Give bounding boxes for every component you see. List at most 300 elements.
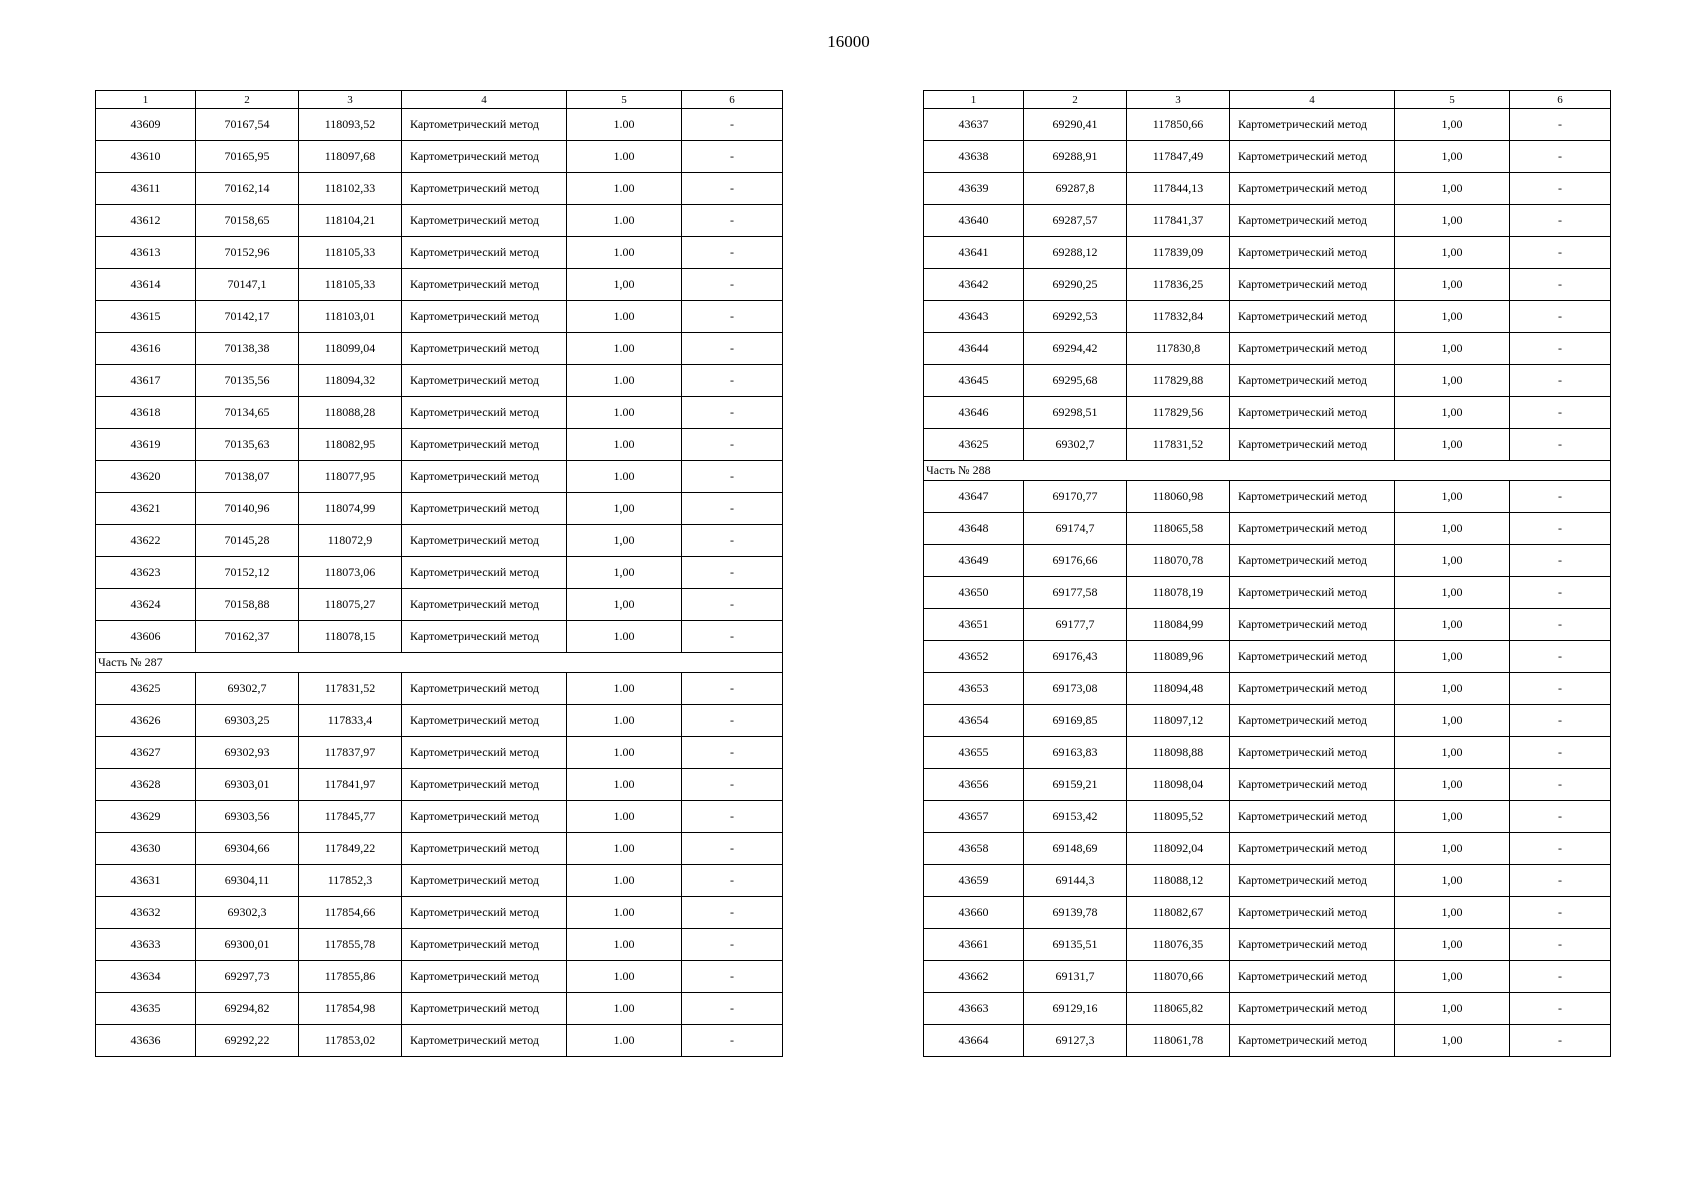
method-cell: Картометрический метод bbox=[402, 365, 567, 397]
accuracy-cell: 1.00 bbox=[567, 397, 682, 429]
accuracy-cell: 1.00 bbox=[567, 769, 682, 801]
y-coordinate-cell: 118098,88 bbox=[1127, 737, 1230, 769]
table-row bbox=[96, 365, 783, 397]
table-row bbox=[96, 929, 783, 961]
accuracy-cell: 1,00 bbox=[1395, 801, 1510, 833]
method-cell: Картометрический метод bbox=[1230, 237, 1395, 269]
point-number-cell: 43659 bbox=[924, 865, 1024, 897]
accuracy-cell: 1,00 bbox=[1395, 929, 1510, 961]
point-number-cell: 43614 bbox=[96, 269, 196, 301]
section-label: Часть № 288 bbox=[924, 461, 1611, 481]
column-header: 1 bbox=[96, 91, 196, 109]
note-cell: - bbox=[682, 173, 783, 205]
table-row bbox=[96, 141, 783, 173]
x-coordinate-cell: 70158,65 bbox=[196, 205, 299, 237]
note-cell: - bbox=[1510, 865, 1611, 897]
point-number-cell: 43646 bbox=[924, 397, 1024, 429]
x-coordinate-cell: 69298,51 bbox=[1024, 397, 1127, 429]
table-row bbox=[924, 173, 1611, 205]
note-cell: - bbox=[1510, 513, 1611, 545]
y-coordinate-cell: 118082,67 bbox=[1127, 897, 1230, 929]
note-cell: - bbox=[682, 301, 783, 333]
x-coordinate-cell: 69159,21 bbox=[1024, 769, 1127, 801]
y-coordinate-cell: 117854,98 bbox=[299, 993, 402, 1025]
column-header: 1 bbox=[924, 91, 1024, 109]
y-coordinate-cell: 118099,04 bbox=[299, 333, 402, 365]
note-cell: - bbox=[1510, 109, 1611, 141]
accuracy-cell: 1,00 bbox=[1395, 429, 1510, 461]
method-cell: Картометрический метод bbox=[1230, 481, 1395, 513]
table-row bbox=[924, 109, 1611, 141]
note-cell: - bbox=[682, 705, 783, 737]
note-cell: - bbox=[1510, 673, 1611, 705]
note-cell: - bbox=[1510, 609, 1611, 641]
table-row bbox=[96, 833, 783, 865]
x-coordinate-cell: 69302,3 bbox=[196, 897, 299, 929]
accuracy-cell: 1.00 bbox=[567, 365, 682, 397]
x-coordinate-cell: 69295,68 bbox=[1024, 365, 1127, 397]
accuracy-cell: 1,00 bbox=[567, 525, 682, 557]
point-number-cell: 43638 bbox=[924, 141, 1024, 173]
note-cell: - bbox=[682, 833, 783, 865]
column-header: 6 bbox=[1510, 91, 1611, 109]
table-row bbox=[924, 609, 1611, 641]
point-number-cell: 43629 bbox=[96, 801, 196, 833]
point-number-cell: 43663 bbox=[924, 993, 1024, 1025]
point-number-cell: 43641 bbox=[924, 237, 1024, 269]
method-cell: Картометрический метод bbox=[402, 493, 567, 525]
point-number-cell: 43655 bbox=[924, 737, 1024, 769]
accuracy-cell: 1.00 bbox=[567, 737, 682, 769]
note-cell: - bbox=[682, 865, 783, 897]
note-cell: - bbox=[1510, 897, 1611, 929]
point-number-cell: 43635 bbox=[96, 993, 196, 1025]
column-header: 5 bbox=[567, 91, 682, 109]
accuracy-cell: 1,00 bbox=[1395, 833, 1510, 865]
table-row bbox=[96, 673, 783, 705]
x-coordinate-cell: 69139,78 bbox=[1024, 897, 1127, 929]
point-number-cell: 43619 bbox=[96, 429, 196, 461]
x-coordinate-cell: 70135,63 bbox=[196, 429, 299, 461]
accuracy-cell: 1,00 bbox=[1395, 1025, 1510, 1057]
y-coordinate-cell: 117855,86 bbox=[299, 961, 402, 993]
table-row bbox=[96, 429, 783, 461]
y-coordinate-cell: 118094,48 bbox=[1127, 673, 1230, 705]
x-coordinate-cell: 69290,25 bbox=[1024, 269, 1127, 301]
accuracy-cell: 1,00 bbox=[1395, 577, 1510, 609]
accuracy-cell: 1,00 bbox=[1395, 237, 1510, 269]
note-cell: - bbox=[682, 237, 783, 269]
method-cell: Картометрический метод bbox=[1230, 301, 1395, 333]
method-cell: Картометрический метод bbox=[1230, 577, 1395, 609]
method-cell: Картометрический метод bbox=[1230, 109, 1395, 141]
x-coordinate-cell: 69131,7 bbox=[1024, 961, 1127, 993]
x-coordinate-cell: 69148,69 bbox=[1024, 833, 1127, 865]
point-number-cell: 43636 bbox=[96, 1025, 196, 1057]
y-coordinate-cell: 118093,52 bbox=[299, 109, 402, 141]
note-cell: - bbox=[1510, 641, 1611, 673]
table-row bbox=[924, 737, 1611, 769]
accuracy-cell: 1.00 bbox=[567, 333, 682, 365]
table-row bbox=[96, 525, 783, 557]
point-number-cell: 43631 bbox=[96, 865, 196, 897]
accuracy-cell: 1,00 bbox=[1395, 109, 1510, 141]
header-row bbox=[924, 91, 1611, 109]
note-cell: - bbox=[1510, 481, 1611, 513]
method-cell: Картометрический метод bbox=[1230, 801, 1395, 833]
point-number-cell: 43613 bbox=[96, 237, 196, 269]
method-cell: Картометрический метод bbox=[1230, 961, 1395, 993]
table-row bbox=[924, 929, 1611, 961]
y-coordinate-cell: 118105,33 bbox=[299, 269, 402, 301]
section-label: Часть № 287 bbox=[96, 653, 783, 673]
accuracy-cell: 1,00 bbox=[1395, 961, 1510, 993]
x-coordinate-cell: 69297,73 bbox=[196, 961, 299, 993]
point-number-cell: 43621 bbox=[96, 493, 196, 525]
accuracy-cell: 1,00 bbox=[567, 493, 682, 525]
accuracy-cell: 1.00 bbox=[567, 461, 682, 493]
note-cell: - bbox=[1510, 269, 1611, 301]
point-number-cell: 43650 bbox=[924, 577, 1024, 609]
table-row bbox=[96, 737, 783, 769]
accuracy-cell: 1,00 bbox=[1395, 205, 1510, 237]
point-number-cell: 43639 bbox=[924, 173, 1024, 205]
note-cell: - bbox=[682, 929, 783, 961]
x-coordinate-cell: 69290,41 bbox=[1024, 109, 1127, 141]
x-coordinate-cell: 69302,7 bbox=[196, 673, 299, 705]
point-number-cell: 43612 bbox=[96, 205, 196, 237]
x-coordinate-cell: 69170,77 bbox=[1024, 481, 1127, 513]
accuracy-cell: 1.00 bbox=[567, 865, 682, 897]
accuracy-cell: 1,00 bbox=[1395, 737, 1510, 769]
accuracy-cell: 1.00 bbox=[567, 961, 682, 993]
y-coordinate-cell: 118094,32 bbox=[299, 365, 402, 397]
accuracy-cell: 1,00 bbox=[1395, 673, 1510, 705]
note-cell: - bbox=[1510, 1025, 1611, 1057]
table-row bbox=[924, 961, 1611, 993]
table-row bbox=[924, 481, 1611, 513]
x-coordinate-cell: 69127,3 bbox=[1024, 1025, 1127, 1057]
method-cell: Картометрический метод bbox=[402, 865, 567, 897]
table-row bbox=[924, 301, 1611, 333]
y-coordinate-cell: 117831,52 bbox=[299, 673, 402, 705]
note-cell: - bbox=[682, 205, 783, 237]
method-cell: Картометрический метод bbox=[402, 737, 567, 769]
accuracy-cell: 1.00 bbox=[567, 621, 682, 653]
accuracy-cell: 1.00 bbox=[567, 1025, 682, 1057]
accuracy-cell: 1.00 bbox=[567, 705, 682, 737]
table-row bbox=[924, 397, 1611, 429]
table-row bbox=[924, 1025, 1611, 1057]
y-coordinate-cell: 118097,68 bbox=[299, 141, 402, 173]
table-row bbox=[96, 769, 783, 801]
y-coordinate-cell: 118070,78 bbox=[1127, 545, 1230, 577]
column-header: 4 bbox=[402, 91, 567, 109]
point-number-cell: 43649 bbox=[924, 545, 1024, 577]
method-cell: Картометрический метод bbox=[402, 589, 567, 621]
method-cell: Картометрический метод bbox=[402, 429, 567, 461]
table-row bbox=[96, 1025, 783, 1057]
accuracy-cell: 1.00 bbox=[567, 141, 682, 173]
note-cell: - bbox=[682, 621, 783, 653]
method-cell: Картометрический метод bbox=[402, 673, 567, 705]
point-number-cell: 43658 bbox=[924, 833, 1024, 865]
header-row bbox=[96, 91, 783, 109]
accuracy-cell: 1,00 bbox=[1395, 769, 1510, 801]
accuracy-cell: 1,00 bbox=[1395, 481, 1510, 513]
table-row bbox=[96, 461, 783, 493]
x-coordinate-cell: 69144,3 bbox=[1024, 865, 1127, 897]
accuracy-cell: 1.00 bbox=[567, 109, 682, 141]
table-row bbox=[96, 205, 783, 237]
method-cell: Картометрический метод bbox=[402, 205, 567, 237]
point-number-cell: 43611 bbox=[96, 173, 196, 205]
y-coordinate-cell: 118088,28 bbox=[299, 397, 402, 429]
x-coordinate-cell: 69288,12 bbox=[1024, 237, 1127, 269]
y-coordinate-cell: 118104,21 bbox=[299, 205, 402, 237]
point-number-cell: 43625 bbox=[96, 673, 196, 705]
note-cell: - bbox=[682, 269, 783, 301]
table-row bbox=[924, 269, 1611, 301]
y-coordinate-cell: 117837,97 bbox=[299, 737, 402, 769]
column-header: 6 bbox=[682, 91, 783, 109]
table-row bbox=[924, 865, 1611, 897]
x-coordinate-cell: 69302,7 bbox=[1024, 429, 1127, 461]
note-cell: - bbox=[1510, 173, 1611, 205]
accuracy-cell: 1,00 bbox=[1395, 269, 1510, 301]
table-row bbox=[96, 493, 783, 525]
note-cell: - bbox=[682, 1025, 783, 1057]
column-header: 3 bbox=[1127, 91, 1230, 109]
x-coordinate-cell: 69303,25 bbox=[196, 705, 299, 737]
method-cell: Картометрический метод bbox=[1230, 609, 1395, 641]
table-row bbox=[96, 993, 783, 1025]
note-cell: - bbox=[682, 737, 783, 769]
x-coordinate-cell: 69294,42 bbox=[1024, 333, 1127, 365]
method-cell: Картометрический метод bbox=[1230, 673, 1395, 705]
right-table-body bbox=[924, 91, 1611, 1057]
table-row bbox=[924, 833, 1611, 865]
table-row bbox=[96, 397, 783, 429]
point-number-cell: 43616 bbox=[96, 333, 196, 365]
accuracy-cell: 1.00 bbox=[567, 993, 682, 1025]
accuracy-cell: 1,00 bbox=[1395, 333, 1510, 365]
point-number-cell: 43627 bbox=[96, 737, 196, 769]
x-coordinate-cell: 70152,96 bbox=[196, 237, 299, 269]
note-cell: - bbox=[1510, 141, 1611, 173]
note-cell: - bbox=[1510, 961, 1611, 993]
note-cell: - bbox=[682, 461, 783, 493]
accuracy-cell: 1.00 bbox=[567, 897, 682, 929]
accuracy-cell: 1.00 bbox=[567, 205, 682, 237]
column-header: 4 bbox=[1230, 91, 1395, 109]
table-row bbox=[96, 301, 783, 333]
point-number-cell: 43644 bbox=[924, 333, 1024, 365]
y-coordinate-cell: 118103,01 bbox=[299, 301, 402, 333]
method-cell: Картометрический метод bbox=[402, 525, 567, 557]
y-coordinate-cell: 118075,27 bbox=[299, 589, 402, 621]
note-cell: - bbox=[1510, 993, 1611, 1025]
accuracy-cell: 1.00 bbox=[567, 673, 682, 705]
method-cell: Картометрический метод bbox=[1230, 865, 1395, 897]
point-number-cell: 43610 bbox=[96, 141, 196, 173]
y-coordinate-cell: 117853,02 bbox=[299, 1025, 402, 1057]
table-row bbox=[924, 205, 1611, 237]
page-number: 16000 bbox=[827, 32, 870, 51]
y-coordinate-cell: 117841,97 bbox=[299, 769, 402, 801]
note-cell: - bbox=[1510, 397, 1611, 429]
x-coordinate-cell: 70138,38 bbox=[196, 333, 299, 365]
table-row bbox=[96, 897, 783, 929]
x-coordinate-cell: 70152,12 bbox=[196, 557, 299, 589]
accuracy-cell: 1,00 bbox=[1395, 141, 1510, 173]
accuracy-cell: 1,00 bbox=[567, 269, 682, 301]
y-coordinate-cell: 118097,12 bbox=[1127, 705, 1230, 737]
table-row bbox=[924, 545, 1611, 577]
x-coordinate-cell: 69176,66 bbox=[1024, 545, 1127, 577]
point-number-cell: 43617 bbox=[96, 365, 196, 397]
method-cell: Картометрический метод bbox=[402, 397, 567, 429]
table-row bbox=[96, 557, 783, 589]
y-coordinate-cell: 117833,4 bbox=[299, 705, 402, 737]
accuracy-cell: 1,00 bbox=[1395, 705, 1510, 737]
note-cell: - bbox=[682, 897, 783, 929]
coordinates-table-right bbox=[923, 90, 1611, 1057]
point-number-cell: 43661 bbox=[924, 929, 1024, 961]
column-header: 2 bbox=[1024, 91, 1127, 109]
method-cell: Картометрический метод bbox=[402, 301, 567, 333]
note-cell: - bbox=[682, 801, 783, 833]
accuracy-cell: 1,00 bbox=[1395, 897, 1510, 929]
note-cell: - bbox=[682, 333, 783, 365]
y-coordinate-cell: 118076,35 bbox=[1127, 929, 1230, 961]
method-cell: Картометрический метод bbox=[1230, 929, 1395, 961]
x-coordinate-cell: 70134,65 bbox=[196, 397, 299, 429]
y-coordinate-cell: 117845,77 bbox=[299, 801, 402, 833]
note-cell: - bbox=[1510, 365, 1611, 397]
note-cell: - bbox=[1510, 705, 1611, 737]
y-coordinate-cell: 117855,78 bbox=[299, 929, 402, 961]
x-coordinate-cell: 69300,01 bbox=[196, 929, 299, 961]
method-cell: Картометрический метод bbox=[402, 769, 567, 801]
y-coordinate-cell: 117829,56 bbox=[1127, 397, 1230, 429]
y-coordinate-cell: 118092,04 bbox=[1127, 833, 1230, 865]
accuracy-cell: 1.00 bbox=[567, 833, 682, 865]
point-number-cell: 43615 bbox=[96, 301, 196, 333]
y-coordinate-cell: 117829,88 bbox=[1127, 365, 1230, 397]
y-coordinate-cell: 117832,84 bbox=[1127, 301, 1230, 333]
point-number-cell: 43643 bbox=[924, 301, 1024, 333]
y-coordinate-cell: 118098,04 bbox=[1127, 769, 1230, 801]
left-table-body bbox=[96, 91, 783, 1057]
method-cell: Картометрический метод bbox=[1230, 737, 1395, 769]
x-coordinate-cell: 69294,82 bbox=[196, 993, 299, 1025]
note-cell: - bbox=[682, 365, 783, 397]
table-row bbox=[924, 801, 1611, 833]
accuracy-cell: 1.00 bbox=[567, 801, 682, 833]
table-row bbox=[924, 897, 1611, 929]
point-number-cell: 43651 bbox=[924, 609, 1024, 641]
x-coordinate-cell: 70135,56 bbox=[196, 365, 299, 397]
y-coordinate-cell: 118070,66 bbox=[1127, 961, 1230, 993]
method-cell: Картометрический метод bbox=[1230, 641, 1395, 673]
method-cell: Картометрический метод bbox=[402, 461, 567, 493]
y-coordinate-cell: 117831,52 bbox=[1127, 429, 1230, 461]
method-cell: Картометрический метод bbox=[1230, 269, 1395, 301]
table-row bbox=[96, 705, 783, 737]
y-coordinate-cell: 118065,82 bbox=[1127, 993, 1230, 1025]
x-coordinate-cell: 70162,14 bbox=[196, 173, 299, 205]
table-row bbox=[924, 577, 1611, 609]
note-cell: - bbox=[682, 493, 783, 525]
table-row bbox=[96, 109, 783, 141]
point-number-cell: 43637 bbox=[924, 109, 1024, 141]
method-cell: Картометрический метод bbox=[1230, 769, 1395, 801]
point-number-cell: 43648 bbox=[924, 513, 1024, 545]
accuracy-cell: 1,00 bbox=[567, 557, 682, 589]
table-row bbox=[96, 865, 783, 897]
x-coordinate-cell: 69304,11 bbox=[196, 865, 299, 897]
x-coordinate-cell: 69292,53 bbox=[1024, 301, 1127, 333]
method-cell: Картометрический метод bbox=[402, 961, 567, 993]
method-cell: Картометрический метод bbox=[1230, 705, 1395, 737]
y-coordinate-cell: 118095,52 bbox=[1127, 801, 1230, 833]
y-coordinate-cell: 118088,12 bbox=[1127, 865, 1230, 897]
point-number-cell: 43622 bbox=[96, 525, 196, 557]
y-coordinate-cell: 117839,09 bbox=[1127, 237, 1230, 269]
table-row bbox=[96, 589, 783, 621]
note-cell: - bbox=[682, 141, 783, 173]
column-header: 2 bbox=[196, 91, 299, 109]
accuracy-cell: 1,00 bbox=[1395, 301, 1510, 333]
table-row bbox=[924, 705, 1611, 737]
point-number-cell: 43647 bbox=[924, 481, 1024, 513]
method-cell: Картометрический метод bbox=[1230, 141, 1395, 173]
accuracy-cell: 1.00 bbox=[567, 929, 682, 961]
y-coordinate-cell: 117844,13 bbox=[1127, 173, 1230, 205]
table-row bbox=[96, 173, 783, 205]
method-cell: Картометрический метод bbox=[402, 109, 567, 141]
point-number-cell: 43632 bbox=[96, 897, 196, 929]
x-coordinate-cell: 70140,96 bbox=[196, 493, 299, 525]
x-coordinate-cell: 69292,22 bbox=[196, 1025, 299, 1057]
table-row bbox=[924, 993, 1611, 1025]
point-number-cell: 43624 bbox=[96, 589, 196, 621]
x-coordinate-cell: 69173,08 bbox=[1024, 673, 1127, 705]
point-number-cell: 43656 bbox=[924, 769, 1024, 801]
method-cell: Картометрический метод bbox=[1230, 333, 1395, 365]
point-number-cell: 43620 bbox=[96, 461, 196, 493]
note-cell: - bbox=[682, 961, 783, 993]
accuracy-cell: 1,00 bbox=[1395, 397, 1510, 429]
accuracy-cell: 1,00 bbox=[1395, 865, 1510, 897]
method-cell: Картометрический метод bbox=[1230, 897, 1395, 929]
coordinates-table-left bbox=[95, 90, 783, 1057]
method-cell: Картометрический метод bbox=[402, 897, 567, 929]
table-row bbox=[924, 641, 1611, 673]
note-cell: - bbox=[682, 109, 783, 141]
note-cell: - bbox=[1510, 429, 1611, 461]
table-row bbox=[96, 333, 783, 365]
x-coordinate-cell: 70147,1 bbox=[196, 269, 299, 301]
y-coordinate-cell: 118072,9 bbox=[299, 525, 402, 557]
x-coordinate-cell: 69303,01 bbox=[196, 769, 299, 801]
note-cell: - bbox=[1510, 205, 1611, 237]
table-row bbox=[96, 621, 783, 653]
x-coordinate-cell: 69302,93 bbox=[196, 737, 299, 769]
table-row bbox=[96, 961, 783, 993]
x-coordinate-cell: 70162,37 bbox=[196, 621, 299, 653]
